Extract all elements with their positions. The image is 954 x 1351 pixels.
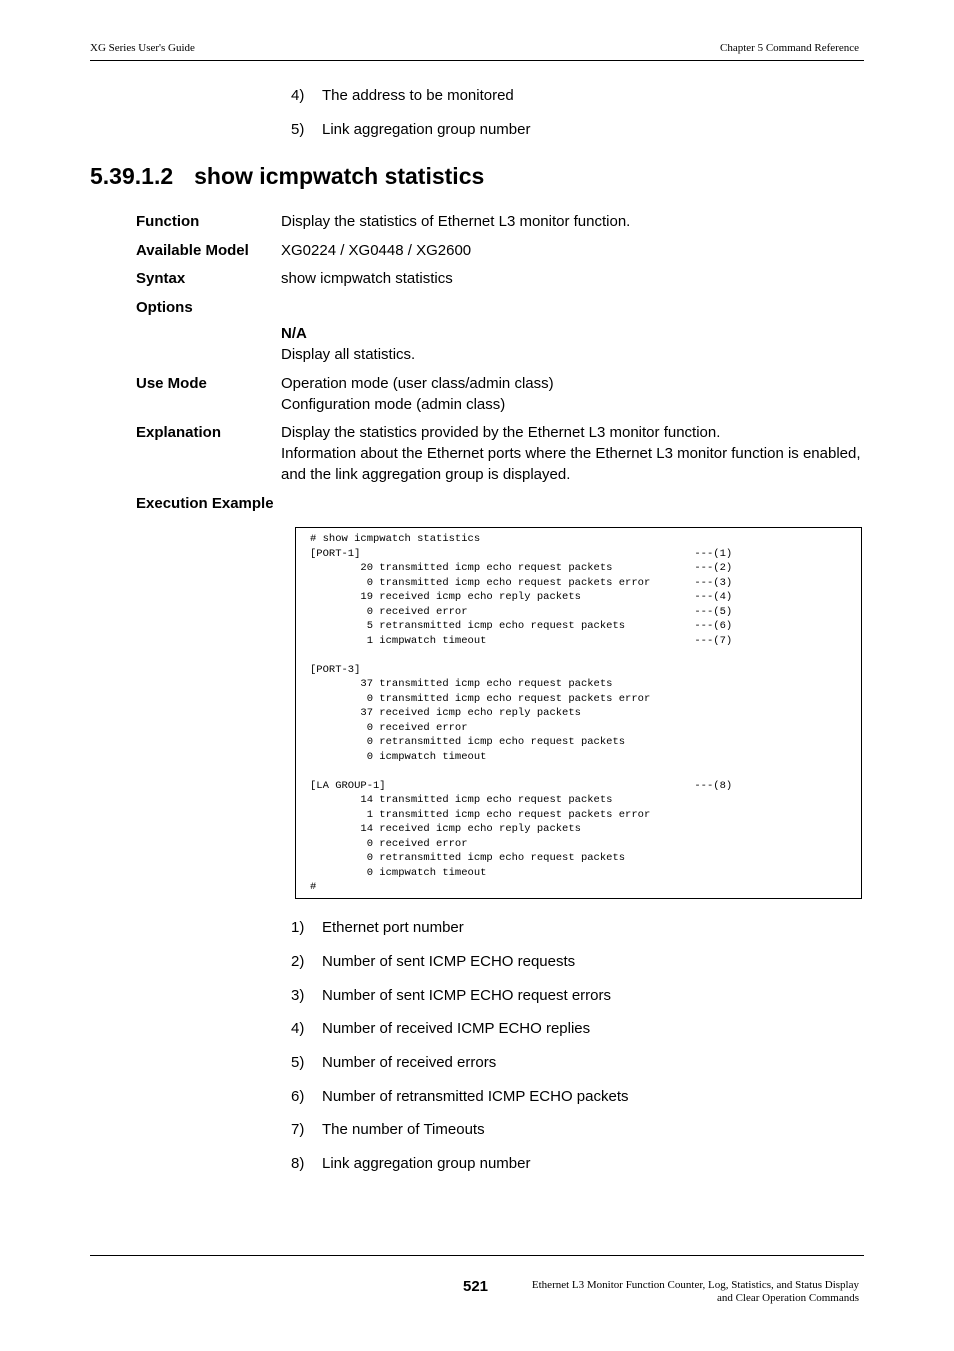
list-item-text: Number of retransmitted ICMP ECHO packets [322,1088,629,1105]
list-item-text: Number of sent ICMP ECHO requests [322,953,576,970]
options-label: Options [136,299,193,316]
footer-line: Ethernet L3 Monitor Function Counter, Log, Statistics, and Status Display [531,1279,859,1291]
code-example-box [295,527,862,899]
list-item [291,1054,496,1071]
model-value: XG0224 / XG0448 / XG2600 [281,242,472,259]
list-item-text: Number of received ICMP ECHO replies [322,1020,591,1037]
list-item [291,1088,629,1105]
list-item-number: 6) [291,1088,305,1105]
list-item [291,953,575,970]
explanation-label: Explanation [136,424,222,441]
running-footer [532,1279,859,1305]
list-item [291,919,464,936]
syntax-label: Syntax [136,270,186,287]
section-number: 5.39.1.2 [90,163,174,189]
execution-example-label: Execution Example [136,495,274,512]
page-number: 521 [463,1278,489,1295]
running-header-left: XG Series User's Guide [90,42,195,54]
header-rule [90,60,864,61]
list-item-number: 1) [291,919,305,936]
function-value: Display the statistics of Ethernet L3 monitor function. [281,213,631,230]
list-item-number: 7) [291,1121,305,1138]
model-label: Available Model [136,242,249,259]
list-item-text: The address to be monitored [322,87,514,104]
explanation-line: Information about the Ethernet ports where the Ethernet L3 monitor function is enabled, [281,445,861,462]
list-item [291,1155,530,1172]
explanation-line: Display the statistics provided by the Ethernet L3 monitor function. [281,424,721,441]
list-item-number: 3) [291,987,305,1004]
code-example: # show icmpwatch statistics [PORT-1] ---(1) 20 transmitted icmp echo request packets ---(2) 0 transmitted icmp echo request packets error ---(3) 19 received icmp echo reply packets ---(4) 0 received error ---(5) 5 retransmitted icmp echo request packets ---(6) 1 icmpwatch timeout ---(7) [PORT-3] 37 transmitted icmp echo request packets 0 transmitted icmp echo request packets error 37 received icmp echo reply packets 0 received error 0 retransmitted icmp echo request packets 0 icmpwatch timeout [LA GROUP-1] ---(8) 14 transmitted icmp echo request packets 1 transmitted icmp echo request packets error 14 received icmp echo reply packets 0 received error 0 retransmitted icmp echo request packets 0 icmpwatch timeout # [310,533,733,893]
list-item [291,121,530,138]
explanation-line: and the link aggregation group is displayed. [281,466,571,483]
list-item [291,1121,485,1138]
section-title: show icmpwatch statistics [194,163,485,189]
use-mode-line: Configuration mode (admin class) [281,396,506,413]
list-item-number: 4) [291,1020,305,1037]
section-heading [90,163,484,190]
options-description: Display all statistics. [281,346,416,363]
list-item [291,1020,590,1037]
use-mode-line: Operation mode (user class/admin class) [281,375,554,392]
list-item-number: 5) [291,121,305,138]
list-item-text: Link aggregation group number [322,1155,531,1172]
syntax-value: show icmpwatch statistics [281,270,453,287]
footer-rule [90,1255,864,1256]
list-item [291,87,514,104]
list-item-number: 4) [291,87,305,104]
list-item-number: 5) [291,1054,305,1071]
list-item-number: 8) [291,1155,305,1172]
list-item-text: Ethernet port number [322,919,464,936]
options-subheading: N/A [281,325,307,342]
list-item-text: Link aggregation group number [322,121,531,138]
use-mode-label: Use Mode [136,375,207,392]
list-item-number: 2) [291,953,305,970]
function-label: Function [136,213,200,230]
list-item-text: Number of received errors [322,1054,497,1071]
footer-line: and Clear Operation Commands [716,1292,859,1304]
list-item-text: The number of Timeouts [322,1121,485,1138]
running-header-right: Chapter 5 Command Reference [720,42,859,54]
list-item [291,987,611,1004]
list-item-text: Number of sent ICMP ECHO request errors [322,987,611,1004]
